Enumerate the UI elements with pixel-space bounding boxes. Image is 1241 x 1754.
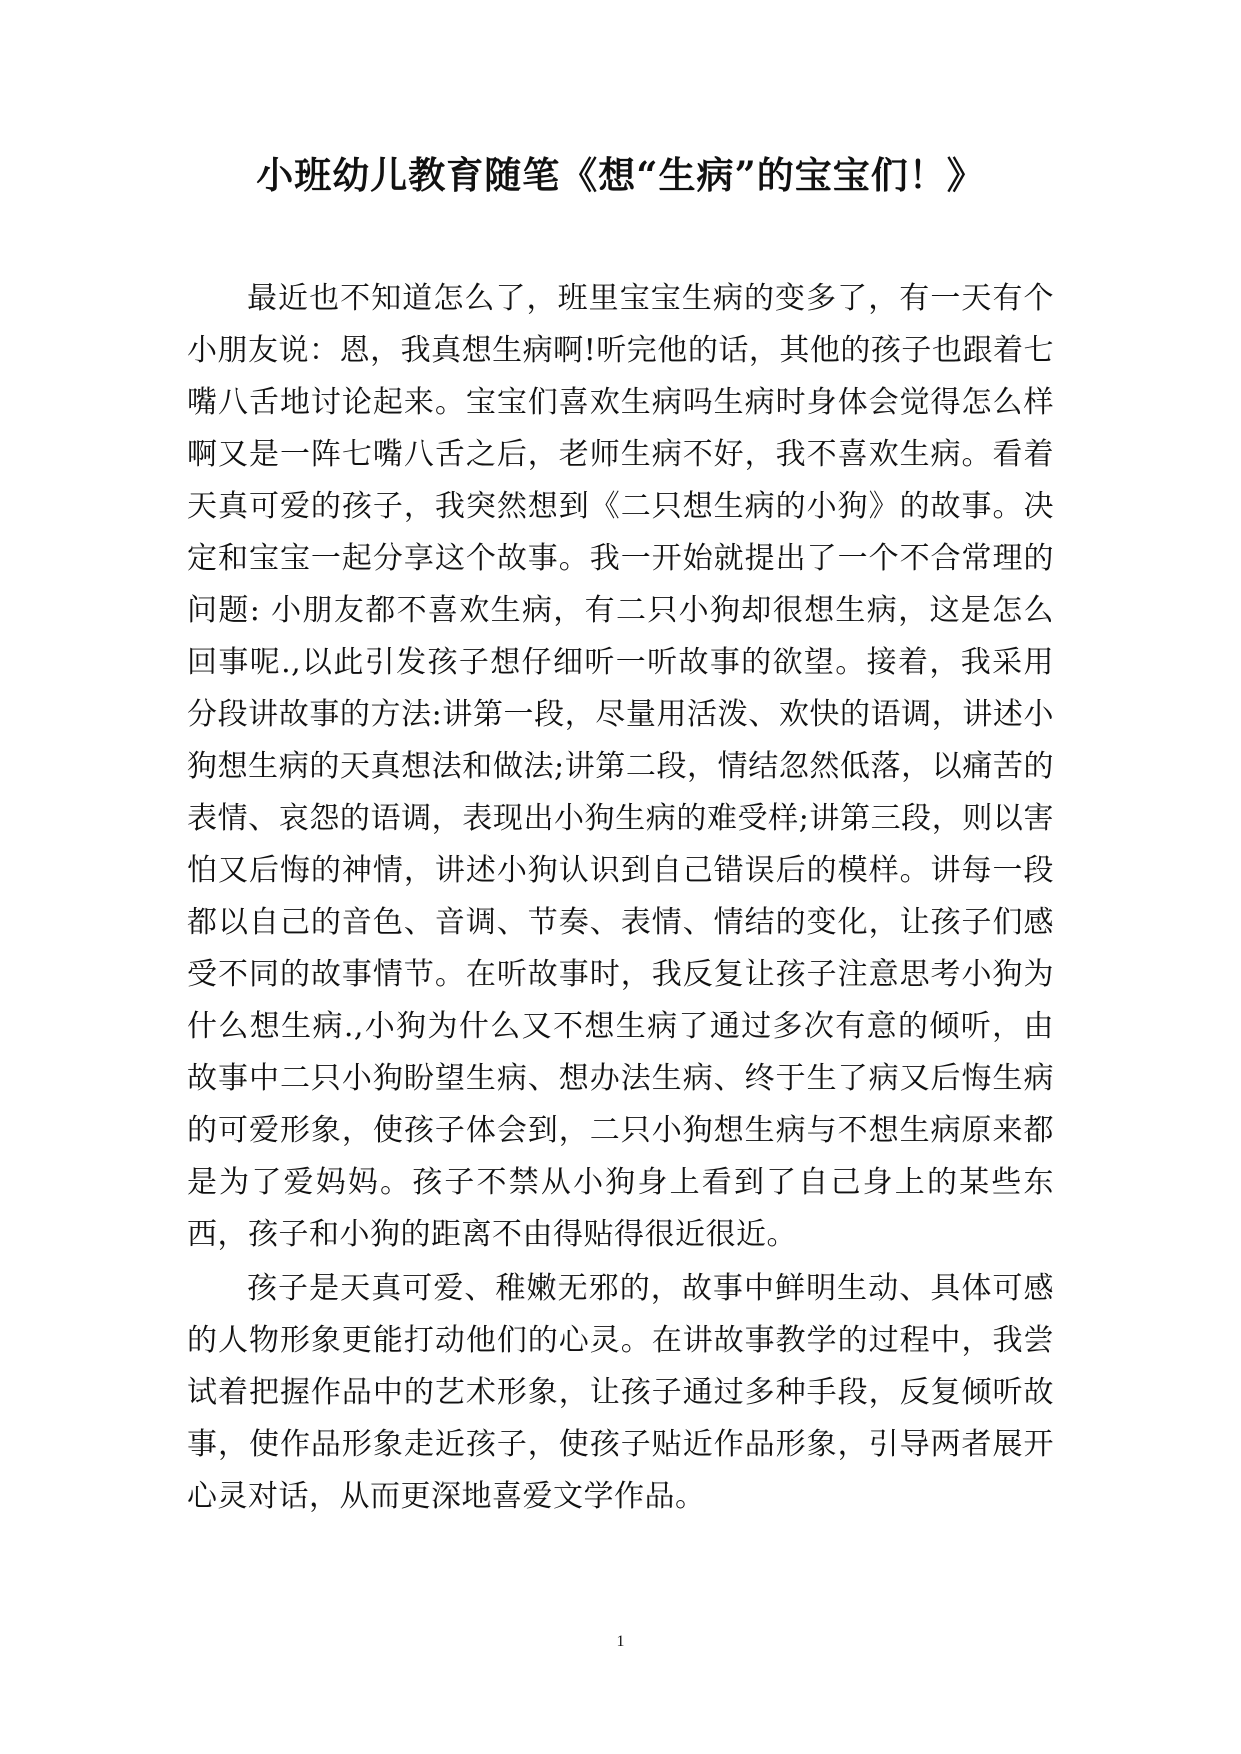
paragraph-1: 最近也不知道怎么了，班里宝宝生病的变多了，有一天有个小朋友说：恩，我真想生病啊!听完他的话，其他的孩子也跟着七嘴八舌地讨论起来。宝宝们喜欢生病吗生病时身体会觉得怎么样啊又是一阵七嘴八舌之后，老师生病不好，我不喜欢生病。看着天真可爱的孩子，我突然想到《二只想生病的小狗》的故事。决定和宝宝一起分享这个故事。我一开始就提出了一个不合常理的问题: 小朋友都不喜欢生病，有二只小狗却很想生病，这是怎么回事呢.,以此引发孩子想仔细听一听故事的欲望。接着，我采用分段讲故事的方法:讲第一段，尽量用活泼、欢快的语调，讲述小狗想生病的天真想法和做法;讲第二段，情结忽然低落，以痛苦的表情、哀怨的语调，表现出小狗生病的难受样;讲第三段，则以害怕又后悔的神情，讲述小狗认识到自己错误后的模样。讲每一段都以自己的音色、音调、节奏、表情、情结的变化，让孩子们感受不同的故事情节。在听故事时，我反复让孩子注意思考小狗为什么想生病.,小狗为什么又不想生病了通过多次有意的倾听，由故事中二只小狗盼望生病、想办法生病、终于生了病又后悔生病的可爱形象，使孩子体会到，二只小狗想生病与不想生病原来都是为了爱妈妈。孩子不禁从小狗身上看到了自己身上的某些东西，孩子和小狗的距离不由得贴得很近很近。 <box>187 281 1054 1252</box>
document-title: 小班幼儿教育随笔《想“生病”的宝宝们！》 <box>256 153 985 197</box>
paragraph-2: 孩子是天真可爱、稚嫩无邪的，故事中鲜明生动、具体可感的人物形象更能打动他们的心灵。在讲故事教学的过程中，我尝试着把握作品中的艺术形象，让孩子通过多种手段，反复倾听故事，使作品形象走近孩子，使孩子贴近作品形象，引导两者展开心灵对话，从而更深地喜爱文学作品。 <box>187 1271 1054 1514</box>
document-body <box>187 273 1054 1523</box>
page-number: 1 <box>616 1633 625 1650</box>
